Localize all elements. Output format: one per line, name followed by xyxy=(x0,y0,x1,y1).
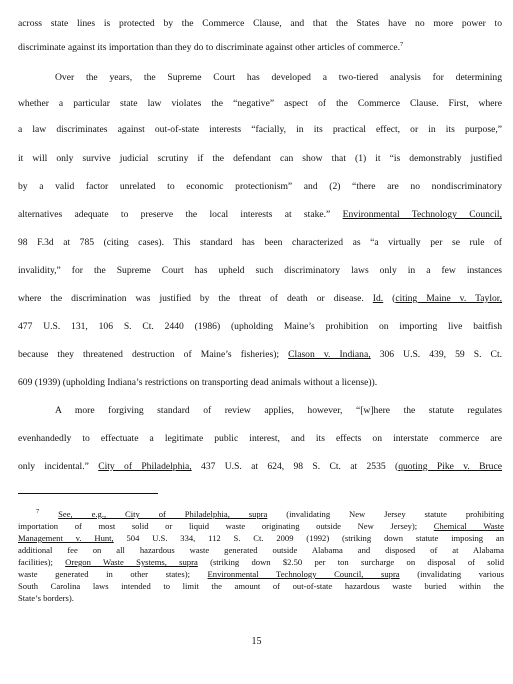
text: 306 U.S. 439, 59 S. Ct. xyxy=(370,349,503,360)
text: whether a particular state law violates the “negative” aspect of the Commerce Clause. First, where xyxy=(18,98,502,109)
body-line xyxy=(18,42,502,54)
text: importation of most solid or liquid waste originating outside New Jersey); xyxy=(18,521,434,531)
body-line xyxy=(18,265,502,277)
footnote-line xyxy=(18,521,504,532)
body-line xyxy=(18,237,502,249)
footnote-divider xyxy=(18,493,158,494)
body-line xyxy=(18,181,502,193)
body-line xyxy=(18,349,502,361)
footnote-line xyxy=(18,545,504,556)
text: alternatives adequate to preserve the local interests at stake.” xyxy=(18,209,343,220)
text: State’s borders). xyxy=(18,593,74,603)
body-line xyxy=(18,433,502,445)
body-line xyxy=(18,321,502,333)
text: A more forgiving standard of review applies, however, “[w]here the statute regulates xyxy=(55,405,502,416)
footnote-line xyxy=(18,569,504,580)
case-citation: Clason v. Indiana, xyxy=(288,349,371,360)
body-line xyxy=(55,405,502,417)
case-citation: Chemical Waste xyxy=(433,521,504,531)
page-number: 15 xyxy=(251,636,262,647)
text: invalidity,” for the Supreme Court has upheld such discriminatory laws only in a few instances xyxy=(18,265,502,276)
text: (striking down $2.50 per ton surcharge on disposal of solid xyxy=(197,557,504,567)
case-citation: Environmental Technology Council, xyxy=(342,209,502,220)
body-line xyxy=(18,153,502,165)
body-line xyxy=(18,124,502,136)
footnote-line xyxy=(18,557,504,568)
text: 477 U.S. 131, 106 S. Ct. 2440 (1986) (upholding Maine’s prohibition on importing live baitfish xyxy=(18,321,502,332)
text: South Carolina laws intended to limit the amount of out-of-state hazardous waste buried within the xyxy=(18,581,504,591)
text: facilities); xyxy=(18,557,66,567)
body-line xyxy=(18,98,502,110)
case-citation: Management v. Hunt, xyxy=(18,533,114,543)
text: because they threatened destruction of Maine’s fisheries); xyxy=(18,349,289,360)
text: by a valid factor unrelated to economic protectionism” and (2) “there are no nondiscriminatory xyxy=(18,181,502,192)
text: additional fee on all hazardous waste generated outside Alabama and disposed of at Alabama xyxy=(18,545,504,555)
body-line xyxy=(55,72,502,84)
text: a law discriminates against out-of-state interests “facially, in its practical effect, or in its purpose,” xyxy=(18,124,502,135)
text: (invalidating New Jersey statute prohibiting xyxy=(267,509,505,519)
text: ( xyxy=(383,293,396,304)
body-line xyxy=(18,18,502,30)
footnote-line xyxy=(18,593,504,604)
case-citation: See, e.g., City of Philadelphia, supra xyxy=(58,509,268,519)
body-line xyxy=(18,209,502,221)
text xyxy=(39,509,58,519)
body-line xyxy=(18,377,502,389)
text: evenhandedly to effectuate a legitimate public interest, and its effects on interstate commerce are xyxy=(18,433,502,444)
text: Over the years, the Supreme Court has developed a two-tiered analysis for determining xyxy=(55,72,502,83)
footnote-line xyxy=(18,533,504,544)
text: discriminate against its importation than they do to discriminate against other articles of commerce. xyxy=(18,42,401,53)
case-citation: City of Philadelphia, xyxy=(98,461,192,472)
text: it will only survive judicial scrutiny if the defendant can show that (1) it “is demonstrably justified xyxy=(18,153,502,164)
body-line xyxy=(18,293,502,305)
body-line xyxy=(18,461,502,473)
text: waste generated in other states); xyxy=(18,569,208,579)
text: where the discrimination was justified by the threat of death or disease. xyxy=(18,293,373,304)
case-citation: Environmental Technology Council, supra xyxy=(207,569,400,579)
text: (invalidating various xyxy=(399,569,504,579)
case-citation: citing Maine v. Taylor, xyxy=(395,293,502,304)
footnote-marker: 7 xyxy=(36,508,40,516)
case-citation: Id. xyxy=(372,293,384,304)
text: 504 U.S. 334, 112 S. Ct. 2009 (1992) (striking down statute imposing an xyxy=(113,533,504,543)
text: across state lines is protected by the Commerce Clause, and that the States have no more power to xyxy=(18,18,502,29)
text: 98 F.3d at 785 (citing cases). This standard has been characterized as “a virtually per se rule of xyxy=(18,237,502,248)
text: only incidental.” xyxy=(18,461,99,472)
footnote-line xyxy=(36,509,504,520)
text: 437 U.S. at 624, 98 S. Ct. at 2535 ( xyxy=(191,461,399,472)
footnote-reference: 7 xyxy=(400,40,404,48)
text: 609 (1939) (upholding Indiana’s restrictions on transporting dead animals without a license)). xyxy=(18,377,378,388)
footnote-line xyxy=(18,581,504,592)
case-citation: Oregon Waste Systems, supra xyxy=(65,557,198,567)
case-citation: quoting Pike v. Bruce xyxy=(398,461,502,472)
